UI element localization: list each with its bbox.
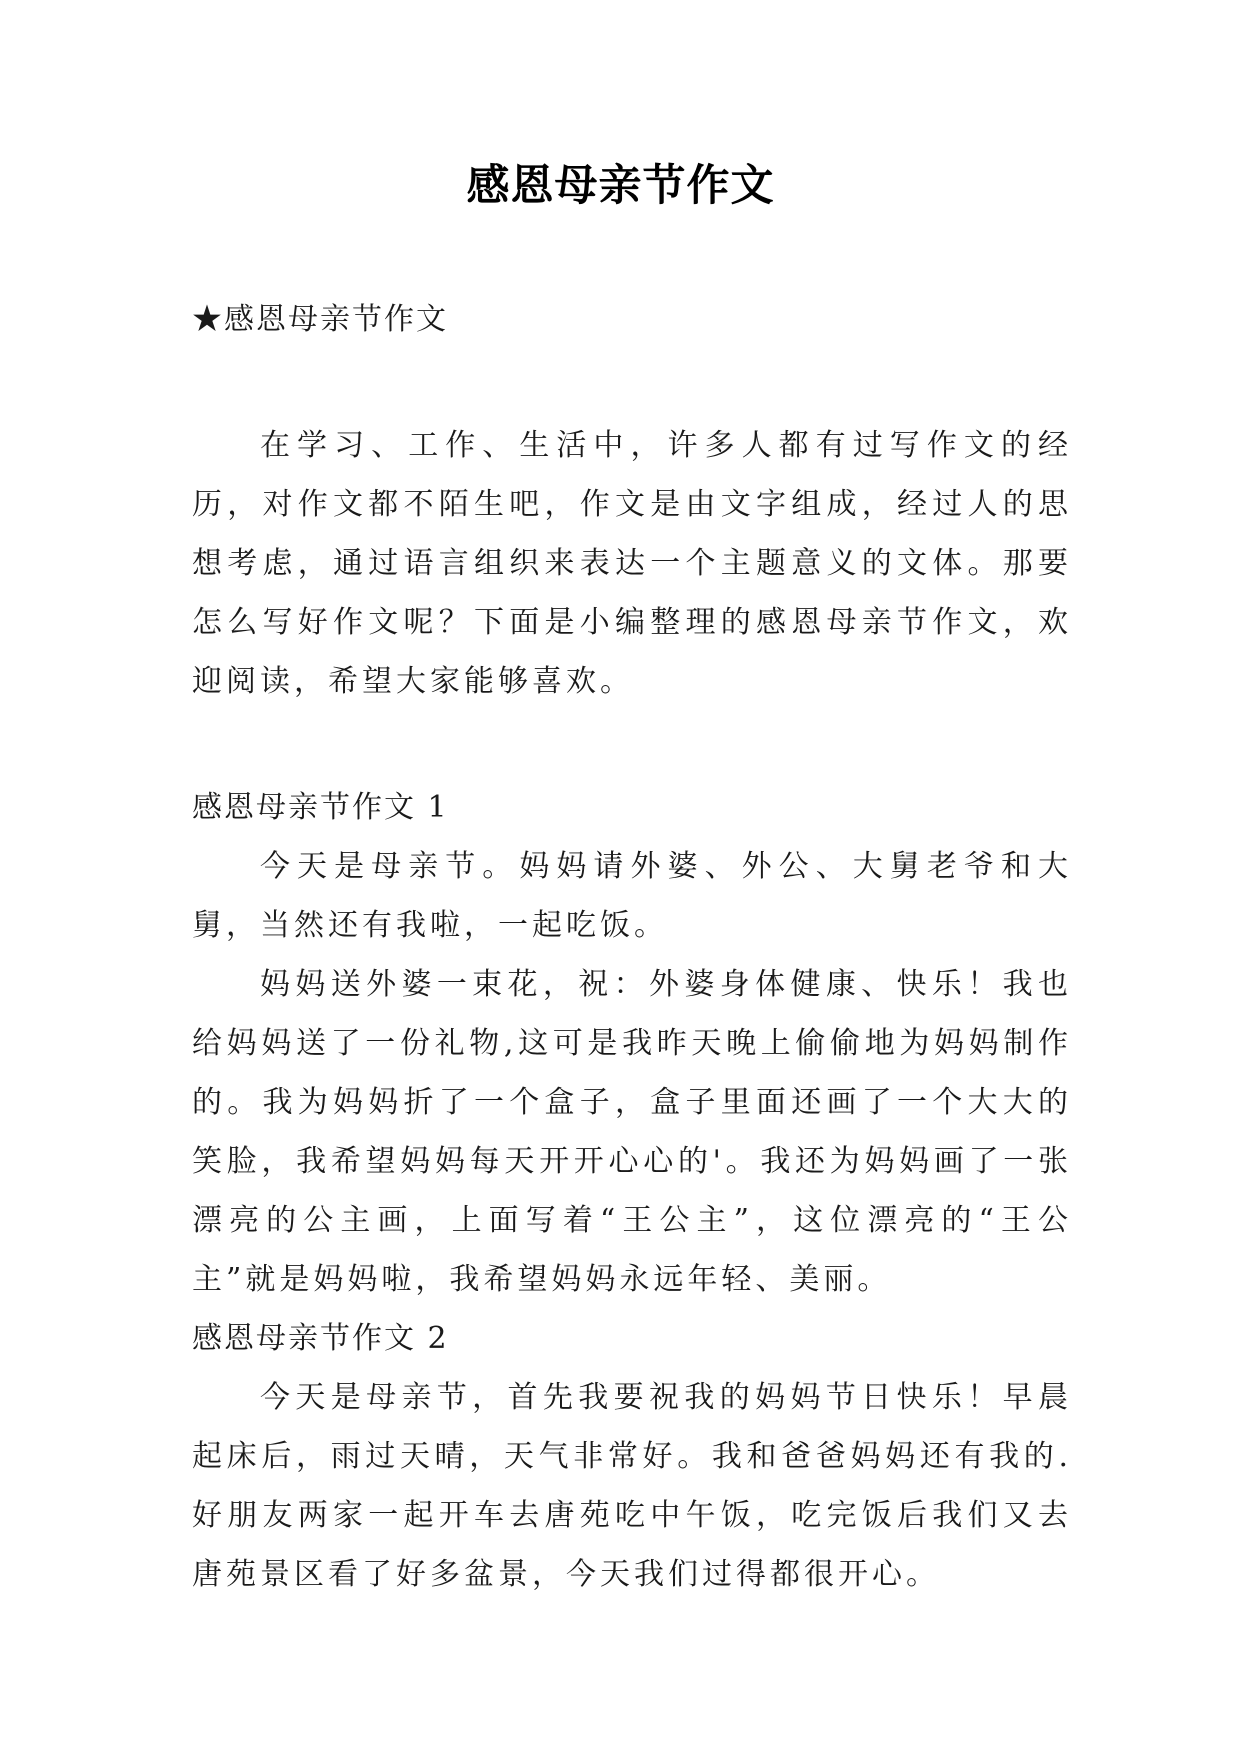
section-1-paragraph-1: 今天是母亲节。妈妈请外婆、外公、大舅老爷和大舅，当然还有我啦，一起吃饭。 (192, 849, 1072, 943)
document-title: 感恩母亲节作文 (466, 161, 775, 211)
document-body (192, 290, 1072, 1604)
section-heading-1: 感恩母亲节作文 1 (192, 790, 449, 825)
subtitle-line: ★感恩母亲节作文 (192, 302, 448, 337)
section-2-paragraph-1: 今天是母亲节，首先我要祝我的妈妈节日快乐！早晨起床后，雨过天晴，天气非常好。我和爸爸妈妈还有我的.好朋友两家一起开车去唐苑吃中午饭，吃完饭后我们又去唐苑景区看了好多盆景，今天我们过得都很开心。 (192, 1380, 1072, 1592)
intro-paragraph: 在学习、工作、生活中，许多人都有过写作文的经历，对作文都不陌生吧，作文是由文字组成，经过人的思想考虑，通过语言组织来表达一个主题意义的文体。那要怎么写好作文呢？下面是小编整理的感恩母亲节作文，欢迎阅读，希望大家能够喜欢。 (192, 428, 1072, 699)
spacer (192, 349, 1072, 408)
section-1-paragraph-2: 妈妈送外婆一束花，祝：外婆身体健康、快乐！我也给妈妈送了一份礼物,这可是我昨天晚上偷偷地为妈妈制作的。我为妈妈折了一个盒子，盒子里面还画了一个大大的笑脸，我希望妈妈每天开开心心的'。我还为妈妈画了一张漂亮的公主画，上面写着“王公主”，这位漂亮的“王公主”就是妈妈啦，我希望妈妈永远年轻、美丽。 (192, 967, 1072, 1297)
section-heading-2: 感恩母亲节作文 2 (192, 1321, 449, 1356)
spacer (192, 711, 1072, 770)
